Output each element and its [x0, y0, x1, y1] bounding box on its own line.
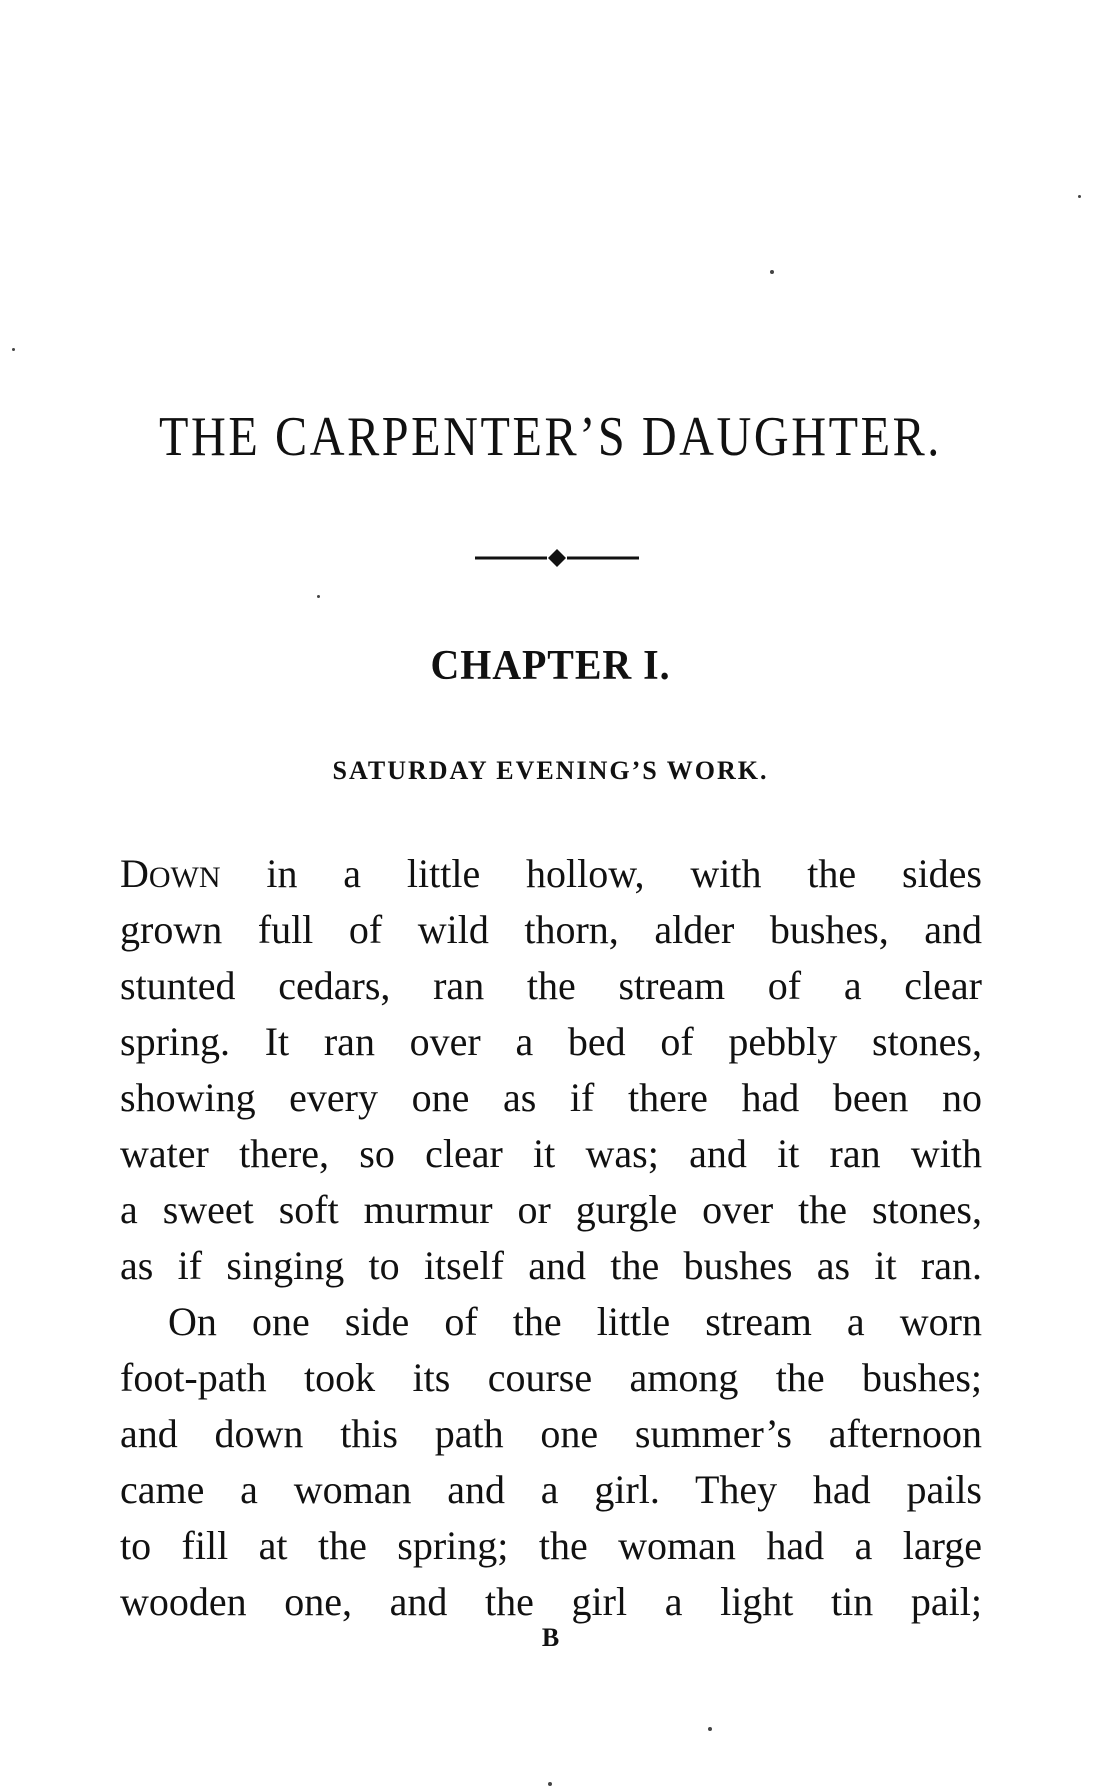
text-line: and down this path one summer’s afternoon	[120, 1411, 982, 1456]
text-line: DOWN in a little hollow, with the sides	[120, 851, 982, 896]
scan-speck	[708, 1727, 712, 1731]
text-line: showing every one as if there had been no	[120, 1075, 982, 1120]
scan-speck	[317, 595, 320, 598]
text-line: spring. It ran over a bed of pebbly stones,	[120, 1019, 982, 1064]
text-line: a sweet soft murmur or gurgle over the stones,	[120, 1187, 982, 1232]
text-line: grown full of wild thorn, alder bushes, and	[120, 907, 982, 952]
scan-speck	[1078, 195, 1081, 198]
rule-with-diamond-ornament	[473, 547, 641, 569]
text-line: to fill at the spring; the woman had a large	[120, 1523, 982, 1568]
paragraph-1	[120, 846, 982, 1294]
text-line: as if singing to itself and the bushes as it ran.	[120, 1243, 982, 1288]
body-text	[120, 846, 982, 1630]
scan-speck	[548, 1782, 552, 1786]
chapter-heading: CHAPTER I.	[430, 643, 671, 689]
opening-word-small-caps: OWN	[148, 861, 221, 894]
book-title: THE CARPENTER’S DAUGHTER.	[159, 406, 942, 468]
scan-speck	[770, 270, 774, 274]
paragraph-2	[120, 1294, 982, 1630]
text-line: wooden one, and the girl a light tin pail;	[120, 1579, 982, 1624]
text-line: stunted cedars, ran the stream of a clear	[120, 963, 982, 1008]
text-line: On one side of the little stream a worn	[168, 1299, 982, 1344]
text-line: water there, so clear it was; and it ran with	[120, 1131, 982, 1176]
chapter-subtitle: SATURDAY EVENING’S WORK.	[332, 756, 769, 785]
scan-speck	[12, 348, 15, 351]
text-line: foot-path took its course among the bushes;	[120, 1355, 982, 1400]
text-line: came a woman and a girl. They had pails	[120, 1467, 982, 1512]
opening-word: D	[120, 851, 149, 896]
printer-signature-mark: B	[541, 1623, 560, 1652]
